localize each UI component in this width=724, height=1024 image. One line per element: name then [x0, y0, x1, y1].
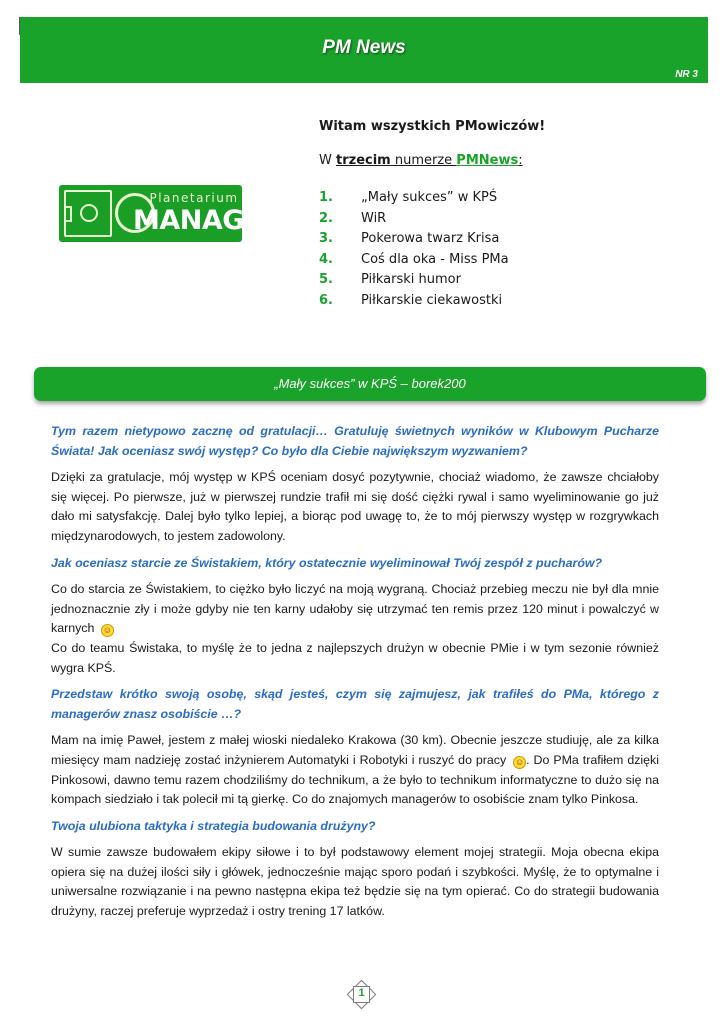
toc-number: 2.: [319, 210, 333, 226]
toc-label: Pokerowa twarz Krisa: [361, 231, 500, 246]
intro-section: [319, 118, 699, 311]
greeting: Witam wszystkich PMowiczów!: [319, 119, 546, 134]
interview-answer-4: W sumie zawsze budowałem ekipy siłowe i to był podstawowy element mojej strategii. Moja obecna ekipa opiera się na dużej ilości siły i główek, jednocześnie mając sporo podań i szybkości. Myślę, że to optymalne i uniwersalne rozwiązanie i na pewno następna ekipa też będzie się na tym opierać. Co do strategii budowania drużyny, raczej preferuje wyprzedaż i ostry trening 17 latków.: [51, 845, 659, 919]
toc-item: [319, 209, 699, 230]
section-banner: [34, 367, 706, 401]
newsletter-title: PM News: [322, 37, 406, 58]
interview-answer-2: [51, 580, 659, 678]
toc-item: [319, 250, 699, 271]
issue-subline: [319, 152, 699, 170]
toc-number: 6.: [319, 292, 333, 308]
subline-pre: W: [319, 153, 336, 168]
toc-number: 3.: [319, 231, 333, 246]
issue-number: NR 3: [675, 69, 698, 80]
toc-item: [319, 229, 699, 250]
interview-article: [51, 422, 659, 929]
answer-2-part-2: Co do teamu Świstaka, to myślę że to jedna z najlepszych drużyn w obecnie PMie i w tym sezonie również wygra KPŚ.: [51, 640, 659, 675]
answer-3-part-2: . Do PMa trafiłem dzięki Pinkosowi, dawno temu razem chodziliśmy do technikum, a że było to technikum informatyczne to dużo się na kompach siedziało i tak polecił mi tą gierkę. Co do znajomych managerów to osobiście znam tylko Pinkosa.: [51, 752, 659, 807]
toc-label: WiR: [361, 210, 387, 226]
subline-brand: PMNews: [456, 153, 519, 168]
toc-item: [319, 188, 699, 209]
section-title: „Mały sukces” w KPŚ – borek200: [274, 376, 466, 391]
smiley-icon: ☺: [515, 756, 525, 767]
answer-2-part-1: Co do starcia ze Świstakiem, to ciężko było liczyć na moją wygraną. Chociaż przebieg meczu nie był dla mnie jednoznacznie zły i może gdyby nie ten karny udałoby się utrzymać ten remis przez 120 minut i powalczyć w karnych: [51, 582, 659, 636]
toc-number: 5.: [319, 272, 333, 287]
subline-bold: trzecim: [336, 153, 391, 168]
center-circle-icon: [80, 204, 98, 222]
subline-end: :: [518, 153, 523, 168]
interview-question-2: Jak oceniasz starcie ze Świstakiem, który ostatecznie wyeliminował Twój zespół z pucharów?: [51, 555, 603, 570]
toc-item: [319, 291, 699, 312]
answer-3-part-1: Mam na imię Paweł, jestem z małej wioski niedaleko Krakowa (30 km). Obecnie jeszcze studiuję, ale za kilka miesięcy mam nadzieję zostać inżynierem Automatyki i Robotyki i ruszyć do pracy: [51, 733, 659, 767]
toc-label: Piłkarski humor: [361, 272, 461, 287]
logo-bottom-text: MANAGER: [133, 205, 283, 236]
page-number: 1: [358, 987, 365, 999]
interview-question-4: Twoja ulubiona taktyka i strategia budowania drużyny?: [51, 818, 376, 833]
header-banner: [20, 17, 708, 83]
toc-label: Coś dla oka - Miss PMa: [361, 251, 509, 267]
logo-top-text: Planetarium: [149, 191, 239, 205]
smiley-wink-icon: ☺: [102, 625, 112, 636]
interview-question-1: Tym razem nietypowo zacznę od gratulacji… Gratuluję świetnych wyników w Klubowym Pucharze Świata! Jak oceniasz swój występ? Co było dla Ciebie największym wyzwaniem?: [51, 424, 659, 458]
pitch-icon: [64, 190, 112, 237]
interview-answer-1: Dzięki za gratulacje, mój występ w KPŚ oceniam dosyć pozytywnie, chociaż wiadomo, że zawsze chciałoby się więcej. Po pierwsze, już w pierwszej rundzie trafił mi się dość ciężki rywal i samo wyeliminowanie go już dało mi satysfakcję. Dalej było tylko lepiej, a biorąc pod uwagę to, że to mój pierwszy występ w rozgrywkach międzynarodowych, to jestem zadowolony.: [51, 470, 659, 543]
toc-item: [319, 270, 699, 291]
toc-number: 1.: [319, 190, 333, 205]
toc-label: Piłkarskie ciekawostki: [361, 292, 503, 308]
interview-question-3: Przedstaw krótko swoją osobę, skąd jesteś, czym się zajmujesz, jak trafiłeś do PMa, którego z managerów znasz osobiście …?: [51, 687, 659, 721]
page-number-badge: [343, 980, 380, 1010]
goal-area-icon: [64, 206, 72, 222]
interview-answer-3: [51, 731, 659, 809]
toc-label: „Mały sukces” w KPŚ: [361, 190, 498, 205]
table-of-contents: [319, 188, 699, 311]
planetarium-manager-logo: [59, 185, 283, 242]
toc-number: 4.: [319, 251, 333, 267]
subline-mid: numerze: [390, 153, 457, 168]
